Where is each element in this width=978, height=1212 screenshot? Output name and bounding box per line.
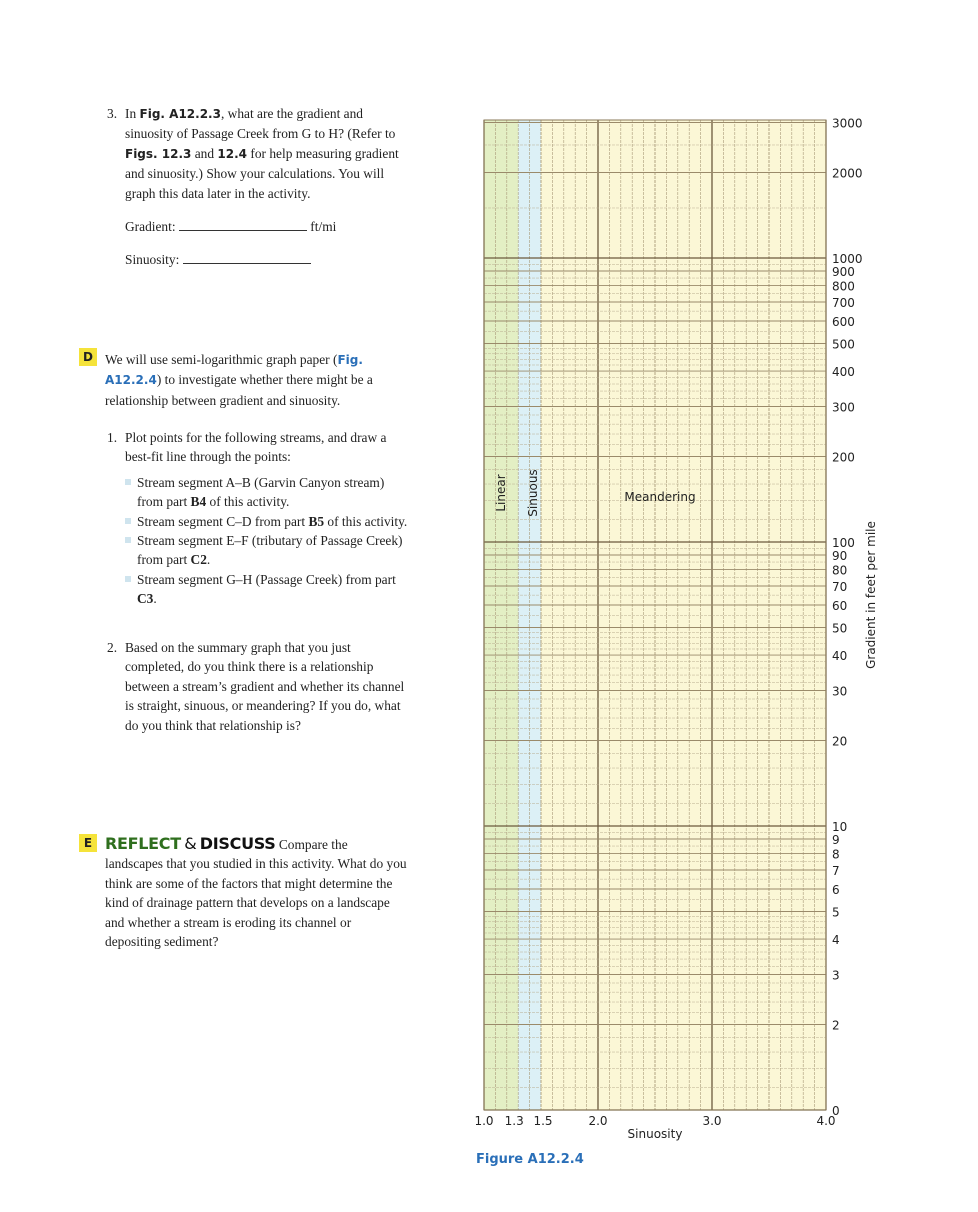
y-tick-label: 3 xyxy=(832,968,840,983)
y-tick-label: 500 xyxy=(832,337,855,352)
item-text: Based on the summary graph that you just completed, do you think there is a relationship between a stream’s gradient and whether its channel is straight, sinuous, or meandering? If you do, what do you think that relationship is? xyxy=(125,640,405,733)
region-label-sinuous: Sinuous xyxy=(526,469,540,517)
item-number: 1. xyxy=(107,430,118,445)
y-tick-label: 8 xyxy=(832,847,840,862)
text: We will use semi-logarithmic graph paper ( xyxy=(105,352,338,367)
y-tick-label: 800 xyxy=(832,279,855,294)
figure-ref: Fig. A12.2.3 xyxy=(139,107,221,121)
x-tick-label: 2.0 xyxy=(588,1114,608,1128)
section-d-badge: D xyxy=(79,348,97,366)
list-item: Stream segment G–H (Passage Creek) from part C3. xyxy=(125,570,412,609)
region-label-linear: Linear xyxy=(494,474,508,512)
text: and xyxy=(191,145,218,161)
y-tick-label: 4 xyxy=(832,933,840,948)
y-tick-label: 0 xyxy=(832,1104,840,1118)
y-tick-label: 5 xyxy=(832,905,840,920)
y-tick-label: 70 xyxy=(832,579,848,594)
x-tick-label: 1.5 xyxy=(533,1114,553,1128)
ampersand: & xyxy=(184,834,197,853)
y-tick-label: 30 xyxy=(832,684,848,699)
x-axis-title: Sinuosity xyxy=(627,1127,683,1141)
question-number: 3. xyxy=(107,106,118,121)
x-tick-label: 1.3 xyxy=(504,1114,524,1128)
x-tick-label: 3.0 xyxy=(702,1114,722,1128)
y-tick-label: 90 xyxy=(832,548,848,563)
y-tick-label: 600 xyxy=(832,315,855,330)
y-tick-label: 1000 xyxy=(832,252,863,266)
y-tick-label: 2000 xyxy=(832,166,863,181)
list-item: Stream segment A–B (Garvin Canyon stream) from part B4 of this activity. xyxy=(125,473,412,512)
text: ) to investigate whether there might be a relationship between gradient and sinuosity. xyxy=(105,372,373,408)
gradient-label: Gradient: xyxy=(125,219,176,235)
y-tick-label: 900 xyxy=(832,264,855,279)
region-meandering xyxy=(541,120,826,1110)
item-number: 2. xyxy=(107,640,118,655)
figure-ref: Figs. 12.3 xyxy=(125,146,192,161)
y-tick-label: 60 xyxy=(832,599,848,614)
y-tick-label: 300 xyxy=(832,400,855,415)
reflect-heading: REFLECT xyxy=(105,834,181,853)
y-tick-label: 80 xyxy=(832,563,848,578)
y-tick-label: 2 xyxy=(832,1018,840,1033)
x-tick-label: 1.0 xyxy=(474,1114,494,1128)
x-tick-label: 4.0 xyxy=(816,1114,836,1128)
y-tick-label: 3000 xyxy=(832,116,863,131)
y-tick-label: 700 xyxy=(832,295,855,310)
y-tick-label: 10 xyxy=(832,820,848,834)
y-tick-label: 50 xyxy=(832,621,848,636)
y-tick-label: 40 xyxy=(832,649,848,664)
y-tick-label: 200 xyxy=(832,450,855,465)
sinuosity-label: Sinuosity: xyxy=(125,252,180,268)
text: In xyxy=(125,106,140,121)
discuss-heading: DISCUSS xyxy=(199,834,276,853)
y-tick-label: 100 xyxy=(832,536,855,550)
y-tick-label: 7 xyxy=(832,863,840,878)
list-item: Stream segment E–F (tributary of Passage Creek) from part C2. xyxy=(125,531,412,570)
y-axis-title: Gradient in feet per mile xyxy=(864,521,878,669)
figure-caption: Figure A12.2.4 xyxy=(476,1152,584,1167)
item-text: Plot points for the following streams, and draw a best-fit line through the points: xyxy=(125,430,387,465)
y-tick-label: 9 xyxy=(832,832,840,847)
figure-ref[interactable]: Fig. A12.2.4 xyxy=(105,353,363,388)
y-tick-label: 400 xyxy=(832,365,855,380)
y-tick-label: 6 xyxy=(832,883,840,898)
text: for help measuring gradient and sinuosity.) Show your calculations. You will graph this data later in the activity. xyxy=(125,145,399,201)
list-item: Stream segment C–D from part B5 of this activity. xyxy=(125,512,412,531)
region-label-meandering: Meandering xyxy=(624,490,696,504)
section-e-body: Compare the landscapes that you studied in this activity. What do you think are some of the factors that might determine the kind of drainage pattern that develops on a landscape and whether a stream is eroding its channel or depositing sediment? xyxy=(105,837,407,950)
figure-ref: 12.4 xyxy=(217,146,248,161)
y-tick-label: 20 xyxy=(832,734,848,749)
text: , what are the gradient and sinuosity of Passage Creek from G to H? (Refer to xyxy=(125,106,396,142)
region-linear xyxy=(484,120,518,1110)
section-e-badge: E xyxy=(79,834,97,852)
gradient-unit: ft/mi xyxy=(310,219,337,235)
